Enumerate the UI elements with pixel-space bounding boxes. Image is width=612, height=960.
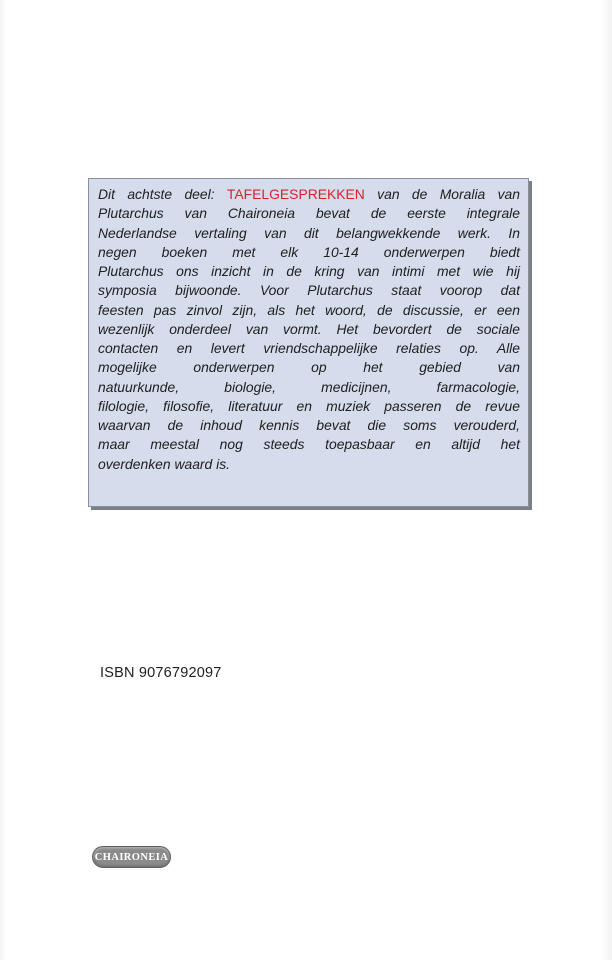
blurb-line: maar meestal nog steeds toepasbaar en altijd het (98, 436, 520, 453)
blurb-intro-tail: van de Moralia van (364, 186, 520, 202)
publisher-logo-text: CHAIRONEIA (94, 851, 169, 863)
blurb-line: contacten en levert vriendschappelijke relaties op. Alle (98, 340, 520, 356)
blurb-line: natuurkunde, biologie, medicijnen, farmacologie, (98, 378, 520, 395)
blurb-line (98, 185, 520, 204)
blurb-line: wezenlijk onderdeel van vormt. Het bevordert de sociale (98, 320, 520, 337)
blurb-line: symposia bijwoonde. Voor Plutarchus staat voorop dat (98, 282, 520, 299)
blurb-line: feesten pas zinvol zijn, als het woord, de discussie, er een (98, 301, 520, 318)
blurb-box (88, 178, 529, 507)
blurb-line: Plutarchus ons inzicht in de kring van intimi met wie hij (98, 263, 520, 279)
blurb-line: overdenken waard is. (98, 455, 231, 472)
publisher-logo (92, 846, 171, 868)
blurb-line: Nederlandse vertaling van dit belangwekkende werk. In (98, 224, 520, 241)
blurb-intro: Dit achtste deel: (98, 186, 227, 202)
blurb-text (98, 185, 520, 474)
blurb-line: filologie, filosofie, literatuur en muziek passeren de revue (98, 397, 520, 414)
blurb-line: negen boeken met elk 10-14 onderwerpen biedt (98, 243, 520, 260)
title-highlight: TAFELGESPREKKEN (226, 186, 365, 202)
isbn-number: ISBN 9076792097 (100, 665, 222, 681)
blurb-line: waarvan de inhoud kennis bevat die soms verouderd, (98, 417, 520, 433)
blurb-line: Plutarchus van Chaironeia bevat de eerste integrale (98, 205, 520, 222)
blurb-line: mogelijke onderwerpen op het gebied van (98, 359, 520, 376)
